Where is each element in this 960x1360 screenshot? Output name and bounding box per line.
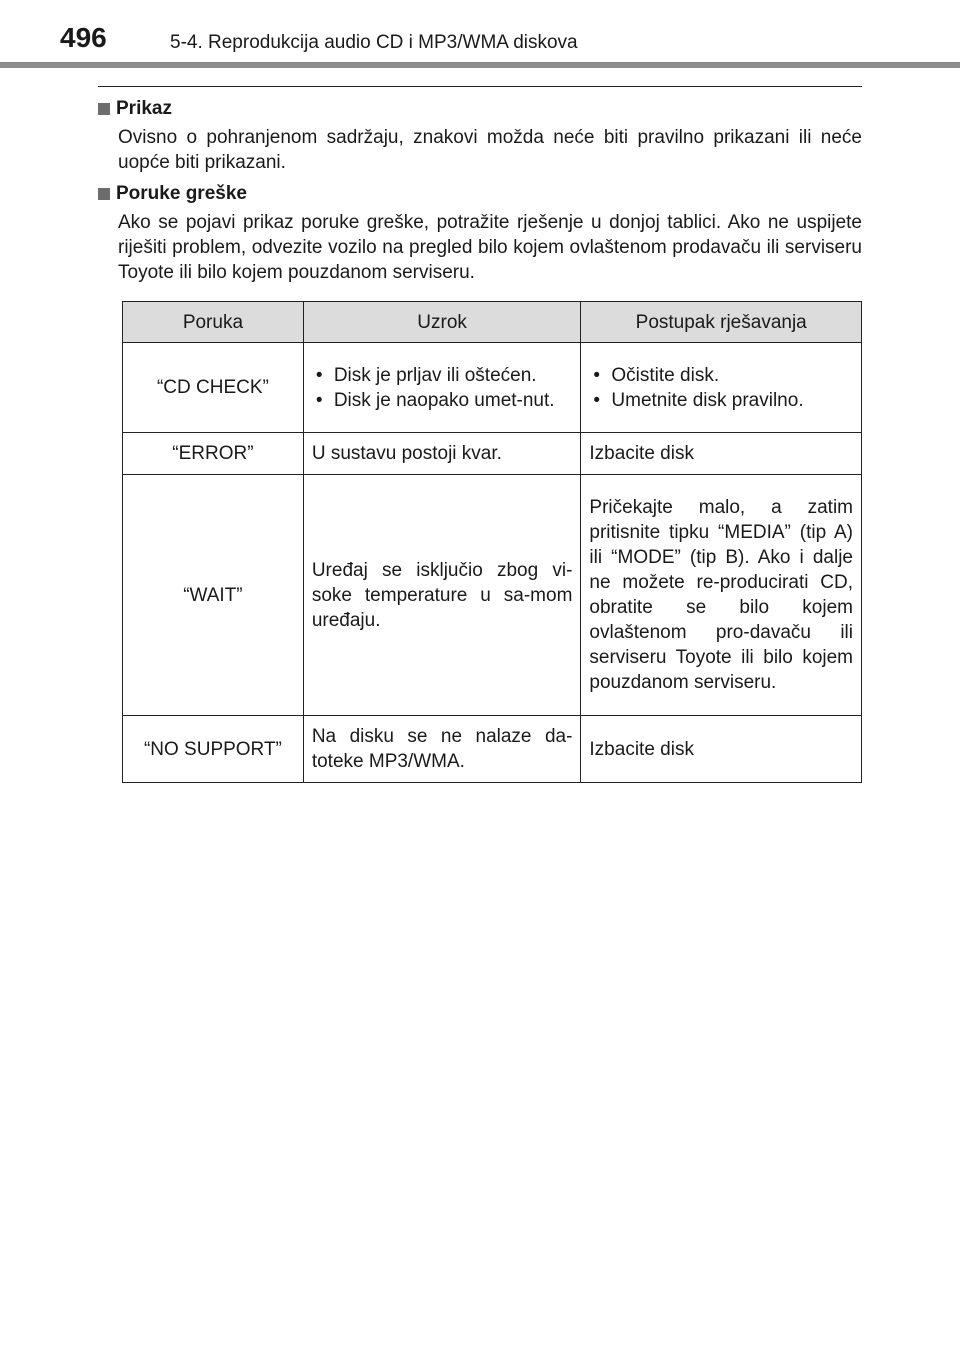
cause-item: • Disk je naopako umet-nut.	[312, 388, 573, 413]
column-header-poruka: Poruka	[123, 302, 304, 343]
column-header-uzrok: Uzrok	[303, 302, 581, 343]
cause-cell: Na disku se ne nalaze da-toteke MP3/WMA.	[303, 716, 581, 783]
header-band	[0, 62, 960, 68]
cause-item: • Disk je prljav ili oštećen.	[312, 363, 573, 388]
cause-cell: Uređaj se isključio zbog vi-soke temperature u sa-mom uređaju.	[303, 475, 581, 716]
table-row	[123, 475, 862, 716]
table-row	[123, 716, 862, 783]
solution-item: • Umetnite disk pravilno.	[589, 388, 853, 413]
main-content	[98, 96, 862, 285]
solution-cell: Izbacite disk	[581, 716, 862, 783]
paragraph-prikaz: Ovisno o pohranjenom sadržaju, znakovi možda neće biti pravilno prikazani ili neće uopće biti prikazani.	[118, 127, 862, 173]
solution-cell	[581, 343, 862, 433]
square-bullet-icon	[98, 188, 110, 200]
paragraph-poruke-greske: Ako se pojavi prikaz poruke greške, potražite rješenje u donjoj tablici. Ako ne uspijete riješiti problem, odvezite vozilo na pregled bilo kojem ovlaštenom prodavaču ili serviseru Toyote ili bilo kojem pouzdanom serviseru.	[118, 212, 862, 283]
heading-text: Poruke greške	[116, 183, 247, 204]
column-header-postupak: Postupak rješavanja	[581, 302, 862, 343]
message-cell: “WAIT”	[123, 475, 304, 716]
square-bullet-icon	[98, 103, 110, 115]
table-row	[123, 343, 862, 433]
error-messages-table	[122, 301, 862, 783]
cause-cell	[303, 343, 581, 433]
solution-item: • Očistite disk.	[589, 363, 853, 388]
heading-poruke-greske	[98, 181, 862, 207]
heading-text: Prikaz	[116, 98, 172, 119]
heading-prikaz	[98, 96, 862, 122]
page-number: 496	[60, 22, 107, 53]
message-cell: “NO SUPPORT”	[123, 716, 304, 783]
solution-cell: Pričekajte malo, a zatim pritisnite tipku “MEDIA” (tip A) ili “MODE” (tip B). Ako i dalje ne možete re-producirati CD, obratite se bilo kojem ovlaštenom pro-davaču ili serviseru Toyote ili bilo kojem pouzdanom serviseru.	[581, 475, 862, 716]
message-cell: “CD CHECK”	[123, 343, 304, 433]
section-title: 5-4. Reprodukcija audio CD i MP3/WMA diskova	[170, 32, 578, 53]
table-header-row	[123, 302, 862, 343]
header-divider	[98, 86, 862, 87]
message-cell: “ERROR”	[123, 433, 304, 475]
cause-cell: U sustavu postoji kvar.	[303, 433, 581, 475]
solution-cell: Izbacite disk	[581, 433, 862, 475]
page-header	[0, 0, 960, 70]
table-row	[123, 433, 862, 475]
